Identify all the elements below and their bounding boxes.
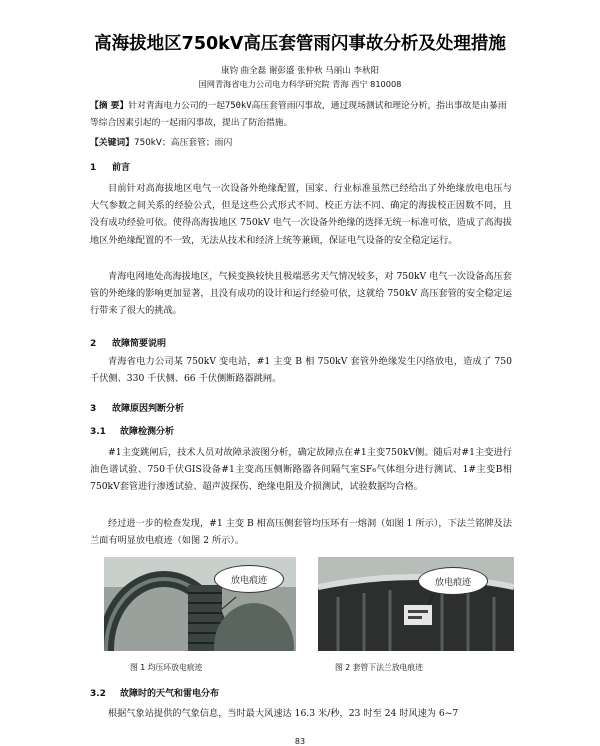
section-title: 故障原因判断分析 — [112, 404, 185, 414]
paragraph-inspection: 经过进一步的检查发现，#1 主变 B 相高压侧套管均压环有一熔洞（如图 1 所示），下法兰铭牌及法兰面有明显放电痕迹（如图 2 所示）。 — [90, 518, 512, 547]
section-number: 3 — [90, 404, 97, 414]
section-heading-3-2 — [90, 686, 219, 699]
abstract — [90, 98, 510, 132]
section-title: 前言 — [112, 163, 131, 173]
section-title: 故障简要说明 — [112, 339, 167, 349]
figure-2-callout: 放电痕迹 — [418, 567, 488, 595]
figure-2-caption: 图 2 套管下法兰放电痕迹 — [335, 663, 423, 672]
section-heading-2 — [90, 336, 166, 349]
paragraph-intro-2: 青海电网地处高海拔地区，气候变换较快且极端恶劣天气情况较多，对 750kV 电气一次设备高压套管的外绝缘的影响更加显著，且没有成功的设计和运行经验可依，这就给 750kV 高压套管的安全稳定运行带来了很大的挑战。 — [90, 271, 512, 317]
paragraph-intro-1: 目前针对高海拔地区电气一次设备外绝缘配置，国家、行业标准虽然已经给出了外绝缘放电电压与大气参数之间关系的经验公式，但是这些公式形式不同、校正方法不同、确定的海拔校正因数不同，且没有成功经验可依。使得高海拔地区 750kV 电气一次设备外绝缘的选择无统一标准可依，造成了高海拔地区外绝缘配置的不一致，无法从技术和经济上统等兼顾，保证电气设备的安全稳定运行。 — [90, 183, 512, 246]
section-title: 故障时的天气和雷电分布 — [120, 689, 220, 699]
keywords-label: 【关键词】 — [90, 138, 134, 148]
figure-1-caption: 图 1 均压环放电痕迹 — [130, 663, 203, 672]
figure-1-callout: 放电痕迹 — [214, 565, 284, 593]
section-number: 2 — [90, 339, 97, 349]
paragraph-detection: #1主变跳闸后，技术人员对故障录波图分析，确定故障点在#1主变750kV侧。随后对#1主变进行油色谱试验、750千伏GIS设备#1主变高压侧断路器各间隔气室SF₆气体组分进行测试、1#主变B相750kV套管进行渗透试验、超声波探伤、绝缘电阻及介损测试，试验数据均合格。 — [90, 447, 512, 493]
figure-1-photo — [104, 557, 296, 651]
section-heading-3 — [90, 401, 184, 414]
abstract-label: 【摘 要】 — [90, 101, 129, 111]
section-number: 3.1 — [90, 427, 106, 437]
page-number: 83 — [294, 737, 306, 746]
keywords-text: 750kV；高压套管；雨闪 — [134, 138, 233, 148]
section-title: 故障检测分析 — [120, 427, 175, 437]
paragraph-weather: 根据气象站提供的气象信息，当时最大风速达 16.3 米/秒，23 时至 24 时风速为 6~7 — [108, 708, 459, 719]
paper-title: 高海拔地区750kV高压套管雨闪事故分析及处理措施 — [94, 34, 506, 54]
section-heading-1 — [90, 160, 130, 173]
section-number: 1 — [90, 163, 97, 173]
keywords — [90, 135, 510, 148]
author-list: 康钧 曲全磊 谢彭盛 张仲秋 马丽山 李秋阳 — [220, 66, 379, 76]
section-heading-3-1 — [90, 424, 174, 437]
paragraph-fault-summary: 青海省电力公司某 750kV 变电站，#1 主变 B 相 750kV 套管外绝缘发生闪络放电，造成了 750 千伏侧、330 千伏侧、66 千伏侧断路器跳闸。 — [90, 356, 512, 385]
affiliation: 国网青海省电力公司电力科学研究院 青海 西宁 810008 — [198, 79, 402, 89]
flange-photo — [318, 557, 514, 651]
abstract-text: 针对青海电力公司的一起750kV高压套管雨闪事故，通过现场测试和理论分析，指出事故是由暴雨等综合因素引起的一起雨闪事故，提出了防治措施。 — [90, 101, 507, 128]
figure-2-photo — [318, 557, 514, 651]
section-number: 3.2 — [90, 689, 106, 699]
